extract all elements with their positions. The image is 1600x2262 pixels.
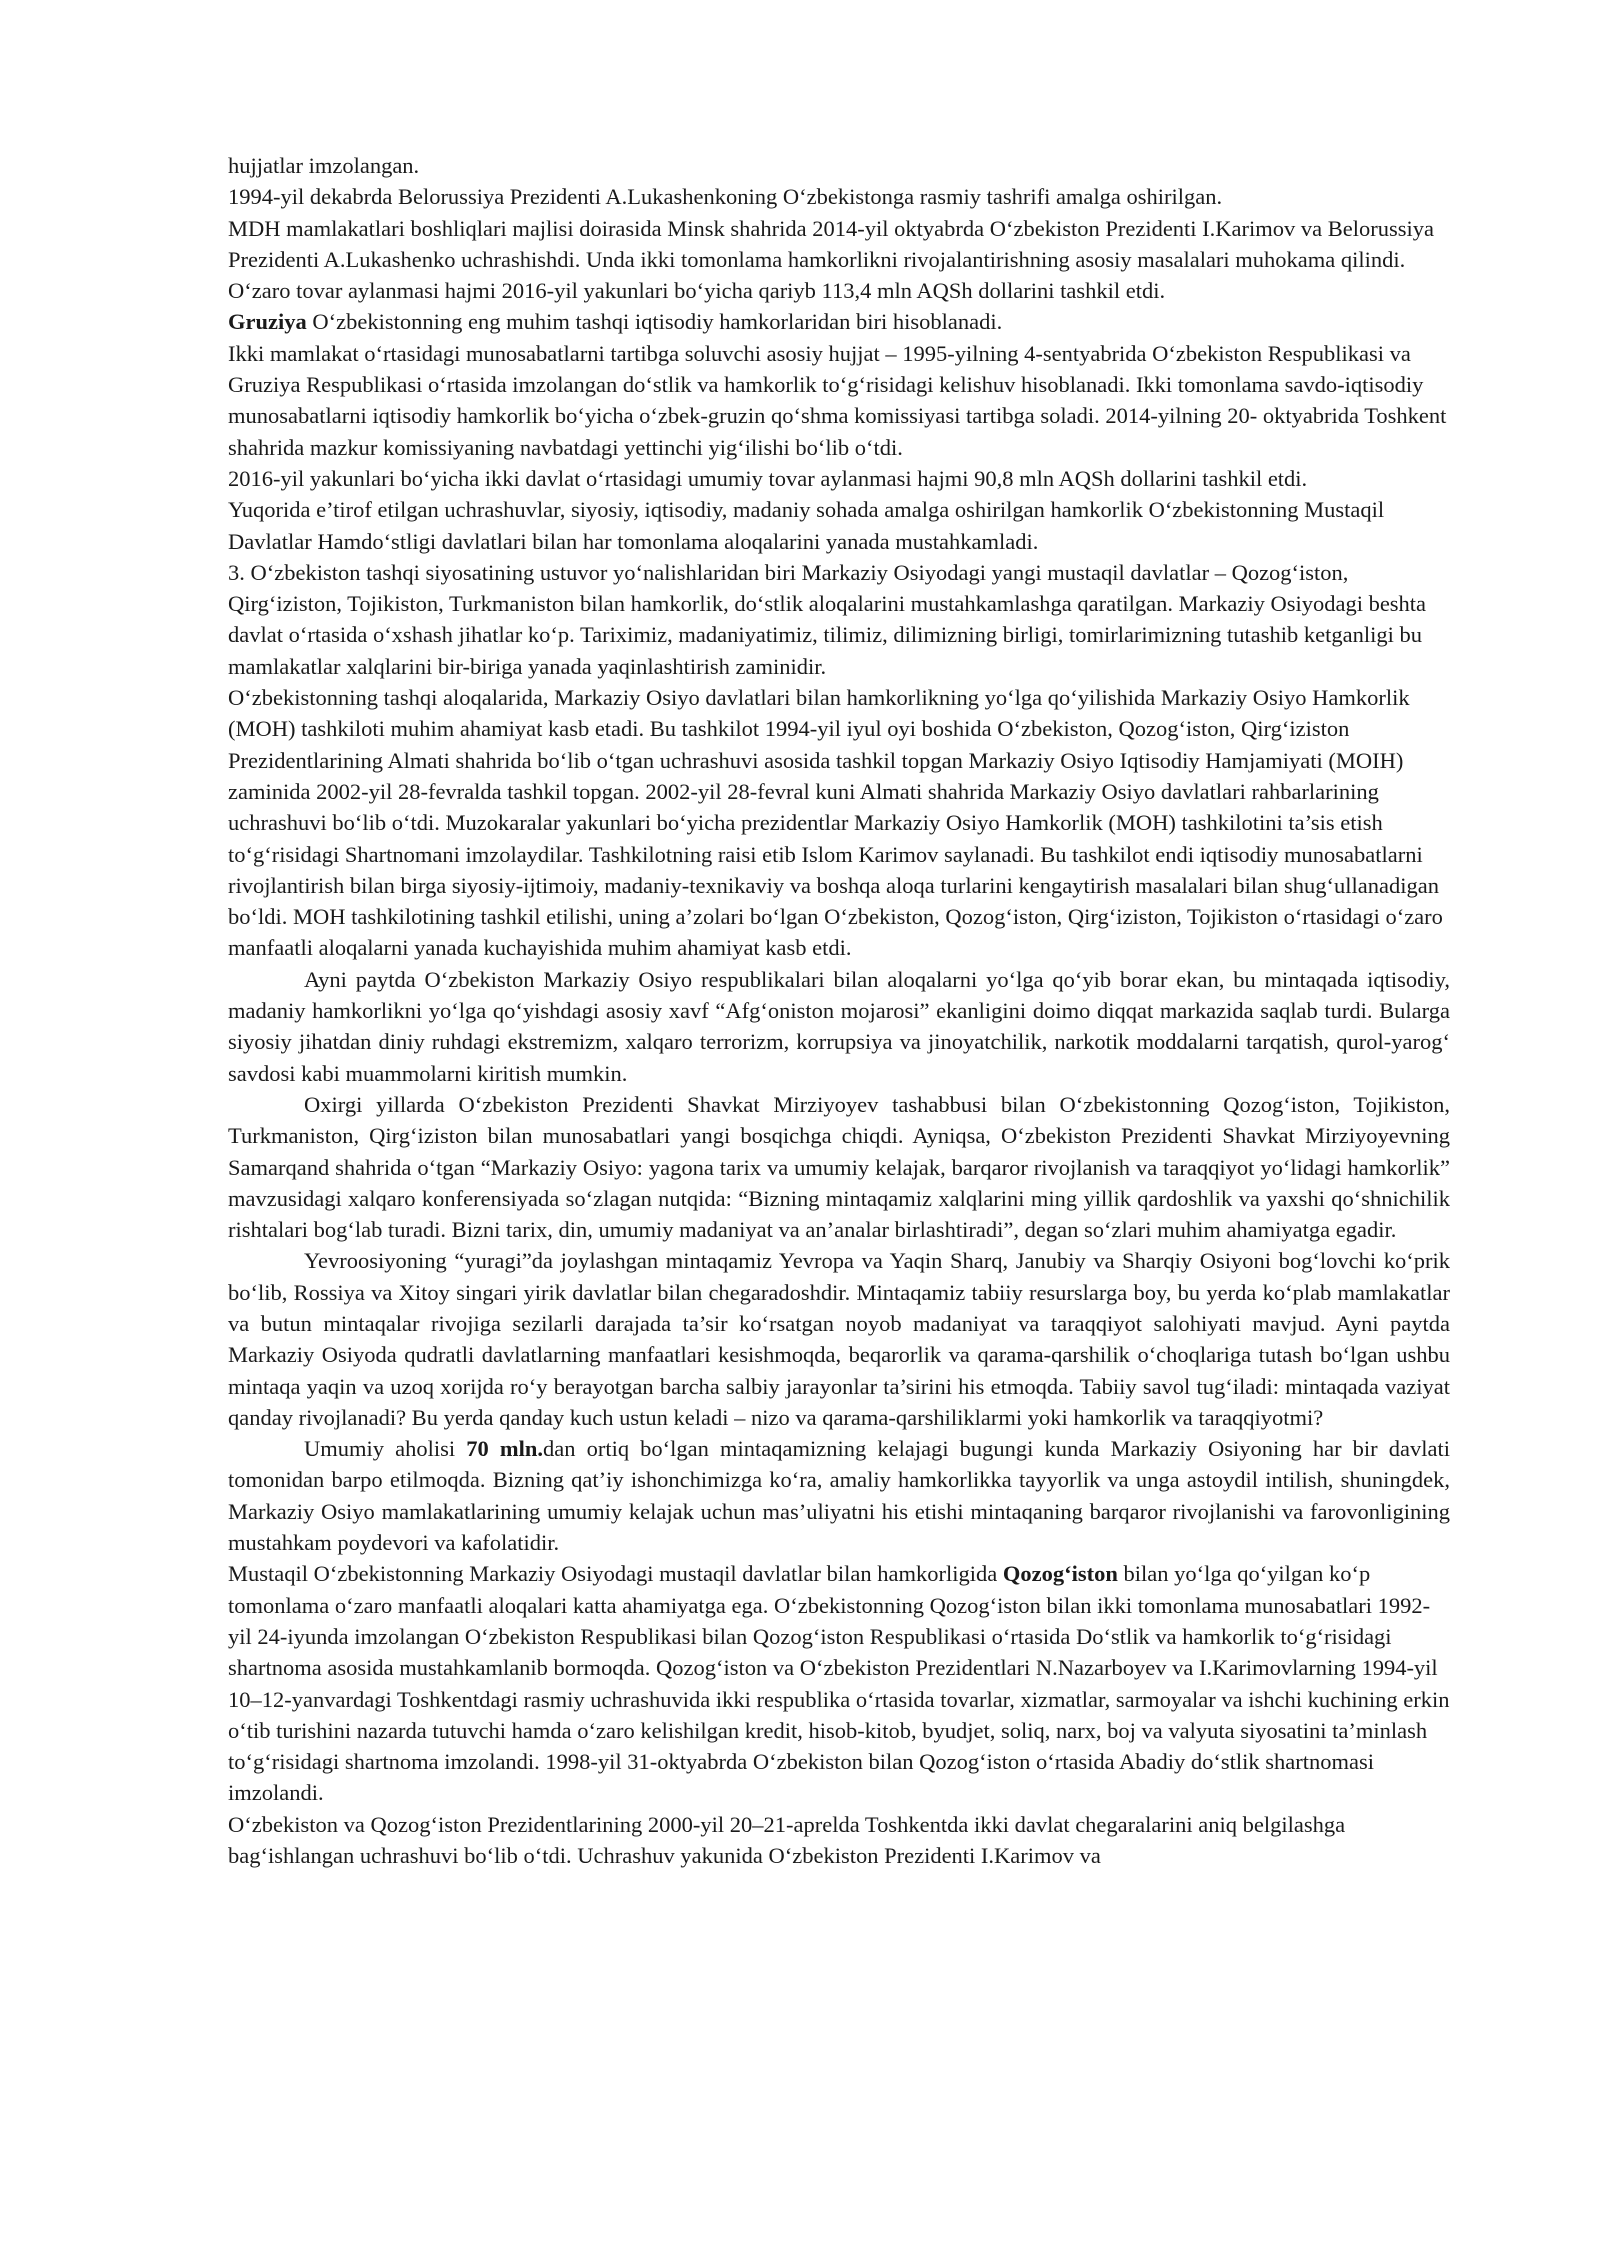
paragraph-text: 2016-yil yakunlari bo‘yicha ikki davlat o‘rtasidagi umumiy tovar aylanmasi hajmi 90,8 mln AQSh dollarini tashkil etdi. <box>228 465 1308 491</box>
paragraph-lead: Mustaqil O‘zbekistonning Markaziy Osiyodagi mustaqil davlatlar bilan hamkorligida <box>228 1561 1003 1587</box>
paragraph-12 <box>228 1089 1450 1245</box>
paragraph-11 <box>228 964 1450 1089</box>
paragraph-text: hujjatlar imzolangan. <box>228 153 420 178</box>
paragraph-9 <box>228 557 1450 682</box>
paragraph-13 <box>228 1245 1450 1433</box>
paragraph-2 <box>228 181 1450 212</box>
paragraph-14 <box>228 1433 1450 1558</box>
paragraph-text: O‘zbekistonning tashqi aloqalarida, Markaziy Osiyo davlatlari bilan hamkorlikning yo‘lga qo‘yilishida Markaziy Osiyo Hamkorlik (MOH) tashkiloti muhim ahamiyat kasb etadi. Bu tashkilot 1994-yil iyul oyi boshida O‘zbekiston, Qozog‘iston, Qirg‘iziston Prezidentlarining Almati shahrida bo‘lib o‘tgan uchrashuvi asosida tashkil topgan Markaziy Osiyo Iqtisodiy Hamjamiyati (MOIH) zaminida 2002-yil 28-fevralda tashkil topgan. 2002-yil 28-fevral kuni Almati shahrida Markaziy Osiyo davlatlari rahbarlarining uchrashuvi bo‘lib o‘tdi. Muzokaralar yakunlari bo‘yicha prezidentlar Markaziy Osiyo Hamkorlik (MOH) tashkilotini ta’sis etish to‘g‘risidagi Shartnomani imzolaydilar. Tashkilotning raisi etib Islom Karimov saylanadi. Bu tashkilot endi iqtisodiy munosabatlarni rivojlantirish bilan birga siyosiy-ijtimoiy, madaniy-texnikaviy va boshqa aloqa turlarini kengaytirish masalalari bilan shug‘ullanadigan bo‘ldi. MOH tashkilotining tashkil etilishi, uning a’zolari bo‘lgan O‘zbekiston, Qozog‘iston, Qirg‘iziston, Tojikiston o‘rtasidagi o‘zaro manfaatli aloqalarni yanada kuchayishida muhim ahamiyat kasb etdi. <box>228 685 1443 961</box>
bold-term-gruziya: Gruziya <box>228 309 307 335</box>
paragraph-text: O‘zaro tovar aylanmasi hajmi 2016-yil yakunlari bo‘yicha qariyb 113,4 mln AQSh dollarini tashkil etdi. <box>228 278 1166 304</box>
paragraph-7 <box>228 463 1450 494</box>
paragraph-text: Ikki mamlakat o‘rtasidagi munosabatlarni tartibga soluvchi asosiy hujjat – 1995-yilning 4-sentyabrida O‘zbekiston Respublikasi va Gruziya Respublikasi o‘rtasida imzolangan do‘stlik va hamkorlik to‘g‘risidagi kelishuv hisoblanadi. Ikki tomonlama savdo-iqtisodiy munosabatlarni iqtisodiy hamkorlik bo‘yicha o‘zbek-gruzin qo‘shma komissiyasi tartibga soladi. 2014-yilning 20- oktyabrida Toshkent shahrida mazkur komissiyaning navbatdagi yettinchi yig‘ilishi bo‘lib o‘tdi. <box>228 340 1447 460</box>
paragraph-text: dan ortiq bo‘lgan mintaqamizning kelajagi bugungi kunda Markaziy Osiyoning har bir davlati tomonidan barpo etilmoqda. Bizning qat’iy ishonchimizga ko‘ra, amaliy hamkorlikka tayyorlik va unga astoydil intilish, shuningdek, Markaziy Osiyo mamlakatlarining umumiy kelajak uchun mas’uliyatni his etishi mintaqaning barqaror rivojlanishi va farovonligining mustahkam poydevori va kafolatidir. <box>228 1436 1450 1556</box>
paragraph-text: Oxirgi yillarda O‘zbekiston Prezidenti Shavkat Mirziyoyev tashabbusi bilan O‘zbekistonning Qozog‘iston, Tojikiston, Turkmaniston, Qirg‘iziston bilan munosabatlari yangi bosqichga chiqdi. Ayniqsa, O‘zbekiston Prezidenti Shavkat Mirziyoyevning Samarqand shahrida o‘tgan “Markaziy Osiyo: yagona tarix va umumiy kelajak, barqaror rivojlanish va taraqqiyot yo‘lidagi hamkorlik” mavzusidagi xalqaro konferensiyada so‘zlagan nutqida: “Bizning mintaqamiz xalqlarini ming yillik qardoshlik va yaxshi qo‘shnichilik rishtalari bog‘lab turadi. Bizni tarix, din, umumiy madaniyat va an’analar birlashtiradi”, degan so‘zlari muhim ahamiyatga egadir. <box>228 1091 1450 1243</box>
paragraph-text: O‘zbekiston va Qozog‘iston Prezidentlarining 2000-yil 20–21-aprelda Toshkentda ikki davlat chegaralarini aniq belgilashga bag‘ishlangan uchrashuvi bo‘lib o‘tdi. Uchrashuv yakunida O‘zbekiston Prezidenti I.Karimov va <box>228 1811 1346 1869</box>
paragraph-10 <box>228 682 1450 964</box>
paragraph-text: O‘zbekistonning eng muhim tashqi iqtisodiy hamkorlaridan biri hisoblanadi. <box>306 309 1003 335</box>
paragraph-8 <box>228 494 1450 557</box>
paragraph-text: 3. O‘zbekiston tashqi siyosatining ustuvor yo‘nalishlaridan biri Markaziy Osiyodagi yangi mustaqil davlatlar – Qozog‘iston, Qirg‘iziston, Tojikiston, Turkmaniston bilan hamkorlik, do‘stlik aloqalarini mustahkamlashga qaratilgan. Markaziy Osiyodagi beshta davlat o‘rtasida o‘xshash jihatlar ko‘p. Tariximiz, madaniyatimiz, tilimiz, dilimizning birligi, tomirlarimizning tutashib ketganligi bu mamlakatlar xalqlarini bir-biriga yanada yaqinlashtirish zaminidir. <box>228 559 1427 679</box>
bold-term-qozogiston: Qozog‘iston <box>1002 1561 1118 1587</box>
document-page <box>228 150 1450 1871</box>
paragraph-1 <box>228 150 1450 181</box>
paragraph-text: 1994-yil dekabrda Belorussiya Prezidenti A.Lukashenkoning O‘zbekistonga rasmiy tashrifi amalga oshirilgan. <box>228 184 1223 210</box>
bold-term-population: 70 mln. <box>466 1436 543 1462</box>
paragraph-text: Yuqorida e’tirof etilgan uchrashuvlar, siyosiy, iqtisodiy, madaniy sohada amalga oshirilgan hamkorlik O‘zbekistonning Mustaqil Davlatlar Hamdo‘stligi davlatlari bilan har tomonlama aloqalarini yanada mustahkamladi. <box>228 497 1385 554</box>
paragraph-text: MDH mamlakatlari boshliqlari majlisi doirasida Minsk shahrida 2014-yil oktyabrda O‘zbekiston Prezidenti I.Karimov va Belorussiya Prezidenti A.Lukashenko uchrashishdi. Unda ikki tomonlama hamkorlikni rivojalantirishning asosiy masalalari muhokama qilindi. <box>228 215 1435 272</box>
paragraph-15 <box>228 1558 1450 1808</box>
paragraph-4 <box>228 275 1450 306</box>
paragraph-lead: Umumiy aholisi <box>304 1436 467 1462</box>
paragraph-text: Yevroosiyoning “yuragi”da joylashgan mintaqamiz Yevropa va Yaqin Sharq, Janubiy va Sharqiy Osiyoni bog‘lovchi ko‘prik bo‘lib, Rossiya va Xitoy singari yirik davlatlar bilan chegaradoshdir. Mintaqamiz tabiiy resurslarga boy, bu yerda ko‘plab mamlakatlar va butun mintaqalar rivojiga sezilarli darajada ta’sir ko‘rsatgan noyob madaniyat va taraqqiyot salohiyati mavjud. Ayni paytda Markaziy Osiyoda qudratli davlatlarning manfaatlari kesishmoqda, beqarorlik va qarama-qarshilik o‘choqlariga tutash bo‘lgan ushbu mintaqa yaqin va uzoq xorijda ro‘y berayotgan barcha salbiy jarayonlar ta’sirini his etmoqda. Tabiiy savol tug‘iladi: mintaqada vaziyat qanday rivojlanadi? Bu yerda qanday kuch ustun keladi – nizo va qarama-qarshiliklarmi yoki hamkorlik va taraqqiyotmi? <box>228 1248 1450 1430</box>
paragraph-text: bilan yo‘lga qo‘yilgan ko‘p tomonlama o‘zaro manfaatli aloqalari katta ahamiyatga ega. O‘zbekistonning Qozog‘iston bilan ikki tomonlama munosabatlari 1992-yil 24-iyunda imzolangan O‘zbekiston Respublikasi bilan Qozog‘iston Respublikasi o‘rtasida Do‘stlik va hamkorlik to‘g‘risidagi shartnoma asosida mustahkamlanib bormoqda. Qozog‘iston va O‘zbekiston Prezidentlari N.Nazarboyev va I.Karimovlarning 1994-yil 10–12-yanvardagi Toshkentdagi rasmiy uchrashuvida ikki respublika o‘rtasida tovarlar, xizmatlar, sarmoyalar va ishchi kuchining erkin o‘tib turishini nazarda tutuvchi hamda o‘zaro kelishilgan kredit, hisob-kitob, byudjet, soliq, narx, boj va valyuta siyosatini ta’minlash to‘g‘risidagi shartnoma imzolandi. 1998-yil 31-oktyabrda O‘zbekiston bilan Qozog‘iston o‘rtasida Abadiy do‘stlik shartnomasi imzolandi. <box>228 1561 1450 1806</box>
paragraph-16 <box>228 1809 1450 1872</box>
paragraph-6 <box>228 338 1450 463</box>
paragraph-5 <box>228 306 1450 337</box>
paragraph-text: Ayni paytda O‘zbekiston Markaziy Osiyo respublikalari bilan aloqalarni yo‘lga qo‘yib borar ekan, bu mintaqada iqtisodiy, madaniy hamkorlikni yo‘lga qo‘yishdagi asosiy xavf “Afg‘oniston mojarosi” ekanligini doimo diqqat markazida saqlab turdi. Bularga siyosiy jihatdan diniy ruhdagi ekstremizm, xalqaro terrorizm, korrupsiya va jinoyatchilik, narkotik moddalarni tarqatish, qurol-yarog‘ savdosi kabi muammolarni kiritish mumkin. <box>228 966 1450 1086</box>
paragraph-3 <box>228 213 1450 276</box>
